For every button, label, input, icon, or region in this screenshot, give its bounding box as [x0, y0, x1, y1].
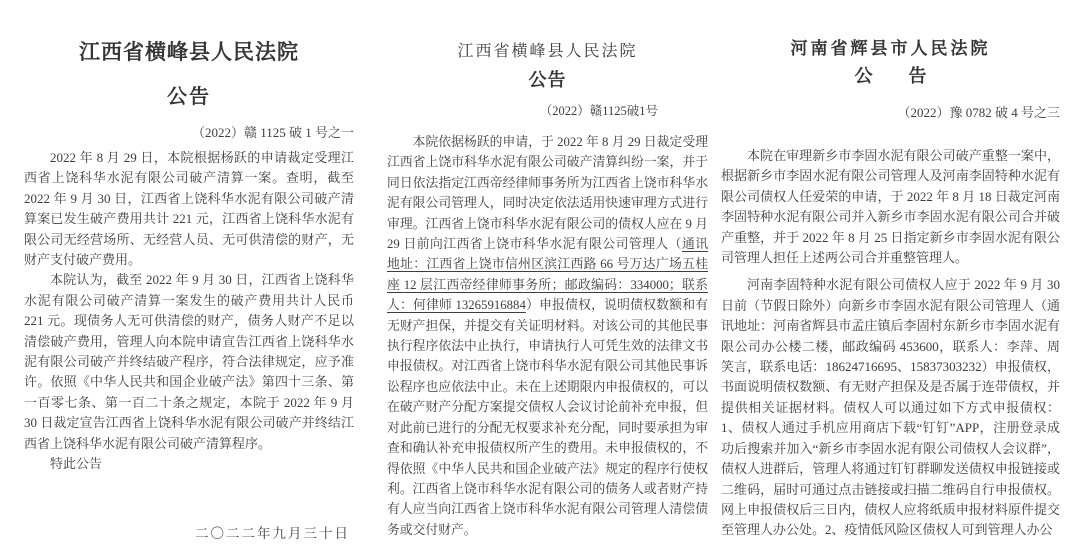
- court-name: 河南省辉县市人民法院: [790, 39, 991, 58]
- body-text-before: 本院依据杨跃的申请，于 2022 年 8 月 29 日裁定受理江西省上饶市科华水泥有限公司破产清算纠纷一案，并于同日依法指定江西帝经律师事务所为江西省上饶市科华水泥有限公司管理人，同时决定依法适用快速审理方式进行审理。江西省上饶市科华水泥有限公司的债权人应在 9 月 29 日前向江西省上饶市科华水泥有限公司管理人（: [387, 135, 708, 252]
- closing-phrase: 特此公告: [50, 456, 103, 472]
- court-name: 江西省横峰县人民法院: [457, 43, 638, 60]
- notice-date: 二〇二二年九月三十日: [195, 525, 350, 541]
- body-text-after: ）申报债权，说明债权数额和有无财产担保，并提交有关证明材料。对该公司的其他民事执行程序依法中止执行，申请执行人可凭生效的法律文书申报债权。对江西省上饶市科华水泥有限公司其他民事诉讼程序也应依法中止。未在上述期限内申报债权的，可以在破产财产分配方案提交债权人会议讨论前补充申报，但对此前已进行的分配无权要求补充分配，同时要承担为审查和确认补充申报债权所产生的费用。未申报债权的，不得依照《中华人民共和国企业破产法》规定的程序行使权利。江西省上饶市科华水泥有限公司的债务人或者财产持有人应当向江西省上饶市科华水泥有限公司管理人清偿债务或交付财产。: [387, 298, 709, 537]
- notice-title: 公告: [528, 70, 567, 90]
- contact-info-underlined: 通讯地址：江西省上饶市信州区滨江西路 66 号万达广场五桂座 12 层江西帝经律师事务所；邮政编码：334000；联系人：何律师 13265916884: [387, 237, 709, 313]
- court-name: 江西省横峰县人民法院: [79, 40, 299, 64]
- notice-jiangxi-claims: [387, 38, 708, 540]
- case-number: （2022）赣1125破1号: [539, 104, 658, 118]
- notice-jiangxi-ruling: [24, 36, 354, 542]
- notice-paragraph: 本院认为，截至 2022 年 9 月 30 日，江西省上饶科华水泥有限公司破产清算一案发生的破产费用共计人民币 221 元。现债务人无可供清偿的财产，债务人财产不足以清偿破产费用，管理人向本院申请宣告江西省上饶科华水泥有限公司破产并终结破产程序，符合法律规定，应予准许。依照《中华人民共和国企业破产法》第四十三条、第一百零七条、第一百二十条之规定，本院于 2022 年 9 月 30 日裁定宣告江西省上饶科华水泥有限公司破产并终结江西省上饶科华水泥有限公司破产清算程序。: [24, 272, 354, 451]
- case-number: （2022）豫 0782 破 4 号之三: [897, 105, 1060, 120]
- notice-title: 公告: [167, 86, 211, 108]
- notice-henan-reorganization: [721, 34, 1060, 548]
- notice-paragraph: 2022 年 8 月 29 日，本院根据杨跃的申请裁定受理江西省上饶科华水泥有限公司破产清算一案。查明，截至 2022 年 9 月 30 日，江西省上饶科华水泥有限公司破产清算案已发生破产费用共计 221 元，江西省上饶科华水泥有限公司无经营场所、无经营人员、无可供清偿的财产，无财产支付破产费用。: [24, 150, 354, 268]
- notice-body: [387, 132, 708, 540]
- notice-paragraph: 本院在审理新乡市李固水泥有限公司破产重整一案中，根据新乡市李固水泥有限公司管理人及河南李固特种水泥有限公司债权人任爱荣的申请，于 2022 年 8 月 18 日裁定河南李固特种水泥有限公司并入新乡市李固水泥有限公司合并破产重整，并于 2022 年 8 月 25 日指定新乡市李固水泥有限公司管理人担任上述两公司合并重整管理人。: [721, 148, 1060, 266]
- notice-paragraph: 河南李固特种水泥有限公司债权人应于 2022 年 9 月 30 日前（节假日除外）向新乡市李固水泥有限公司管理人（通讯地址：河南省辉县市孟庄镇后李固村东新乡市李固水泥有限公司办公楼二楼，邮政编码 453600，联系人：李萍、周笑言，联系电话：18624716695、15837303232）申报债权，书面说明债权数额、有无财产担保及是否属于连带债权，并提供相关证据材料。债权人可以通过如下方式申报债权：1、债权人通过手机应用商店下载“钉钉”APP，注册登录成功后搜索并加入“新乡市李固水泥有限公司债权人会议群”，债权人进群后，管理人将通过钉钉群聊发送债权申报链接或二维码，届时可通过点击链接或扫描二维码自行申报债权。网上申报债权后三日内，债权人应将纸质申报材料原件提交至管理人办公处。2、疫情低风险区债权人可到管理人办公: [721, 277, 1060, 538]
- case-number: （2022）赣 1125 破 1 号之一: [191, 125, 354, 140]
- notice-title: 公 告: [854, 66, 927, 86]
